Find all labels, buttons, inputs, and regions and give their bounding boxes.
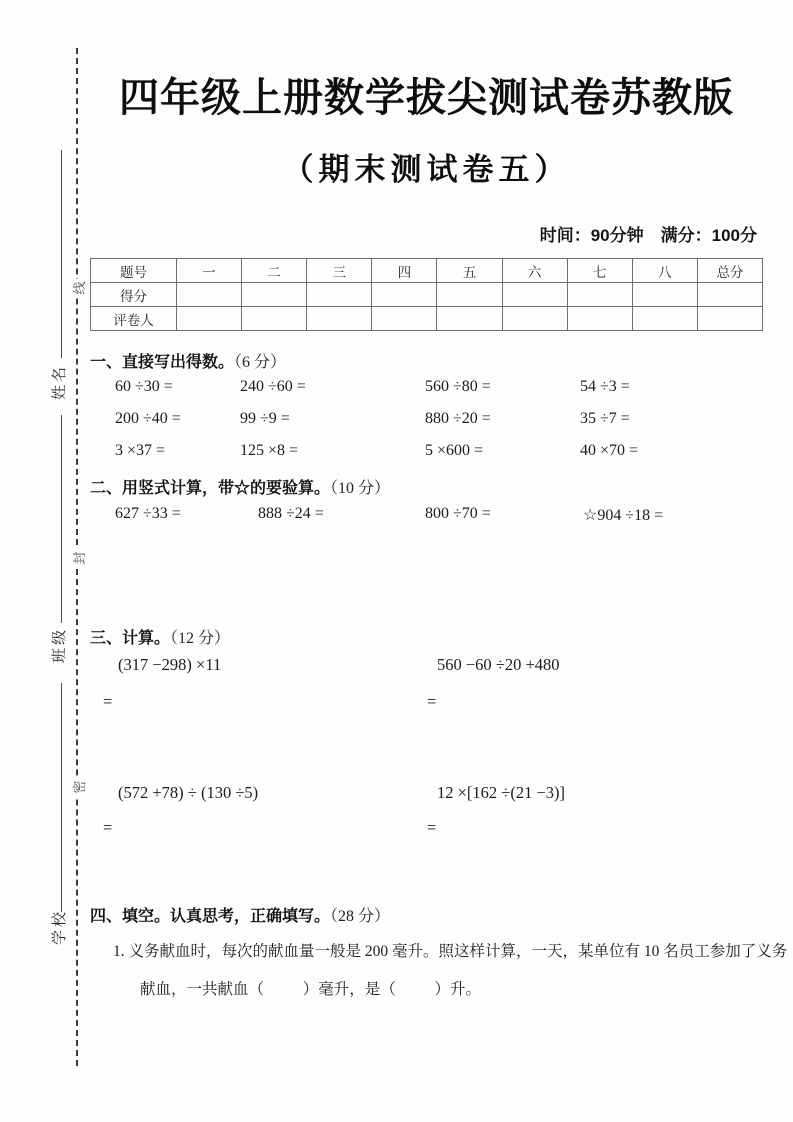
- oral-calc-row: [90, 378, 763, 398]
- score-cell: [372, 283, 437, 307]
- grader-cell: [697, 307, 762, 331]
- grader-cell: [177, 307, 242, 331]
- score-cell: [177, 283, 242, 307]
- equals-row: [90, 818, 763, 840]
- vertical-calc-row: [90, 505, 763, 525]
- calc-problem: ☆904 ÷18 =: [583, 507, 664, 524]
- expression: 12 ×[162 ÷(21 −3)]: [437, 783, 566, 802]
- exam-subtitle: （期末测试卷五）: [282, 152, 571, 187]
- score-cell: [437, 283, 502, 307]
- section-one-points: （6 分）: [234, 354, 287, 371]
- score-table-header-cell: 二: [242, 259, 307, 283]
- expression: (317 −298) ×11: [118, 655, 222, 674]
- section-two-heading: [90, 475, 390, 498]
- class-label: 班级: [52, 626, 68, 663]
- calc-problem: 880 ÷20 =: [425, 410, 491, 427]
- margin-line-segment: [61, 415, 62, 623]
- calc-problem: 800 ÷70 =: [425, 505, 491, 522]
- time-score-info: 时间：90分钟 满分：100分: [539, 226, 757, 245]
- score-cell: [567, 283, 632, 307]
- grader-cell: [502, 307, 567, 331]
- section-four-heading-text: 四、填空。认真思考，正确填写。: [90, 908, 331, 925]
- calc-problem: 54 ÷3 =: [580, 378, 630, 395]
- score-table-header-cell: 题号: [91, 259, 177, 283]
- section-one-heading: [90, 349, 286, 372]
- score-cell: [632, 283, 697, 307]
- equals-sign: =: [427, 692, 437, 711]
- score-table-header-cell: 总分: [697, 259, 762, 283]
- score-table-header-cell: 七: [567, 259, 632, 283]
- score-table-header-cell: 三: [307, 259, 372, 283]
- score-table: [90, 258, 763, 331]
- score-cell: [307, 283, 372, 307]
- section-three-points: （12 分）: [170, 630, 231, 647]
- score-cell: [502, 283, 567, 307]
- grader-cell: [307, 307, 372, 331]
- student-name-label: 姓名: [52, 363, 68, 400]
- calc-problem: 35 ÷7 =: [580, 410, 630, 427]
- oral-calc-row: [90, 410, 763, 430]
- section-one-heading-text: 一、直接写出得数。: [90, 354, 235, 371]
- grader-cell: [437, 307, 502, 331]
- score-table-header-cell: 六: [502, 259, 567, 283]
- calc-problem: 627 ÷33 =: [115, 505, 181, 522]
- calc-problem: 240 ÷60 =: [240, 378, 306, 395]
- score-cell: [697, 283, 762, 307]
- grader-cell: [372, 307, 437, 331]
- calc-problem: 5 ×600 =: [425, 442, 484, 459]
- expression: 560 −60 ÷20 +480: [437, 655, 560, 674]
- score-table-header-cell: 五: [437, 259, 502, 283]
- section-two-points: （10 分）: [330, 480, 391, 497]
- calc-problem: 60 ÷30 =: [115, 378, 173, 395]
- score-table-header-cell: 四: [372, 259, 437, 283]
- calc-problem: 200 ÷40 =: [115, 410, 181, 427]
- calc-problem: 40 ×70 =: [580, 442, 639, 459]
- expression-row: [90, 655, 763, 677]
- fill-blank-question-line2: 献血，一共献血（ ）毫升，是（ ）升。: [140, 981, 482, 998]
- school-label: 学校: [52, 908, 68, 945]
- seal-char-xian: 线: [69, 279, 85, 297]
- exam-title: 四年级上册数学拔尖测试卷苏教版: [119, 76, 734, 120]
- grader-cell: [632, 307, 697, 331]
- section-four-heading: [90, 903, 390, 926]
- grader-row-label: 评卷人: [91, 307, 177, 331]
- margin-line-segment: [61, 683, 62, 912]
- calc-problem: 3 ×37 =: [115, 442, 166, 459]
- score-cell: [242, 283, 307, 307]
- margin-line-segment: [61, 150, 62, 358]
- score-table-header-row: [91, 259, 763, 283]
- section-three-heading: [90, 625, 230, 648]
- seal-char-feng: 封: [69, 549, 85, 567]
- score-row: [91, 283, 763, 307]
- seal-char-mi: 密: [69, 778, 85, 796]
- expression: (572 +78) ÷ (130 ÷5): [118, 783, 259, 802]
- equals-sign: =: [103, 818, 113, 837]
- calc-problem: 560 ÷80 =: [425, 378, 491, 395]
- grader-cell: [567, 307, 632, 331]
- section-three-heading-text: 三、计算。: [90, 630, 171, 647]
- oral-calc-row: [90, 442, 763, 462]
- score-table-header-cell: 八: [632, 259, 697, 283]
- equals-sign: =: [103, 692, 113, 711]
- calc-problem: 888 ÷24 =: [258, 505, 324, 522]
- section-four-points: （28 分）: [330, 908, 391, 925]
- score-row-label: 得分: [91, 283, 177, 307]
- section-two-heading-text: 二、用竖式计算，带☆的要验算。: [90, 480, 331, 497]
- grader-row: [91, 307, 763, 331]
- calc-problem: 99 ÷9 =: [240, 410, 290, 427]
- equals-row: [90, 692, 763, 714]
- fill-blank-question-line1: 1. 义务献血时，每次的献血量一般是 200 毫升。照这样计算，一天，某单位有 10 名员工参加了义务: [113, 943, 788, 960]
- grader-cell: [242, 307, 307, 331]
- equals-sign: =: [427, 818, 437, 837]
- expression-row: [90, 783, 763, 805]
- score-table-header-cell: 一: [177, 259, 242, 283]
- calc-problem: 125 ×8 =: [240, 442, 299, 459]
